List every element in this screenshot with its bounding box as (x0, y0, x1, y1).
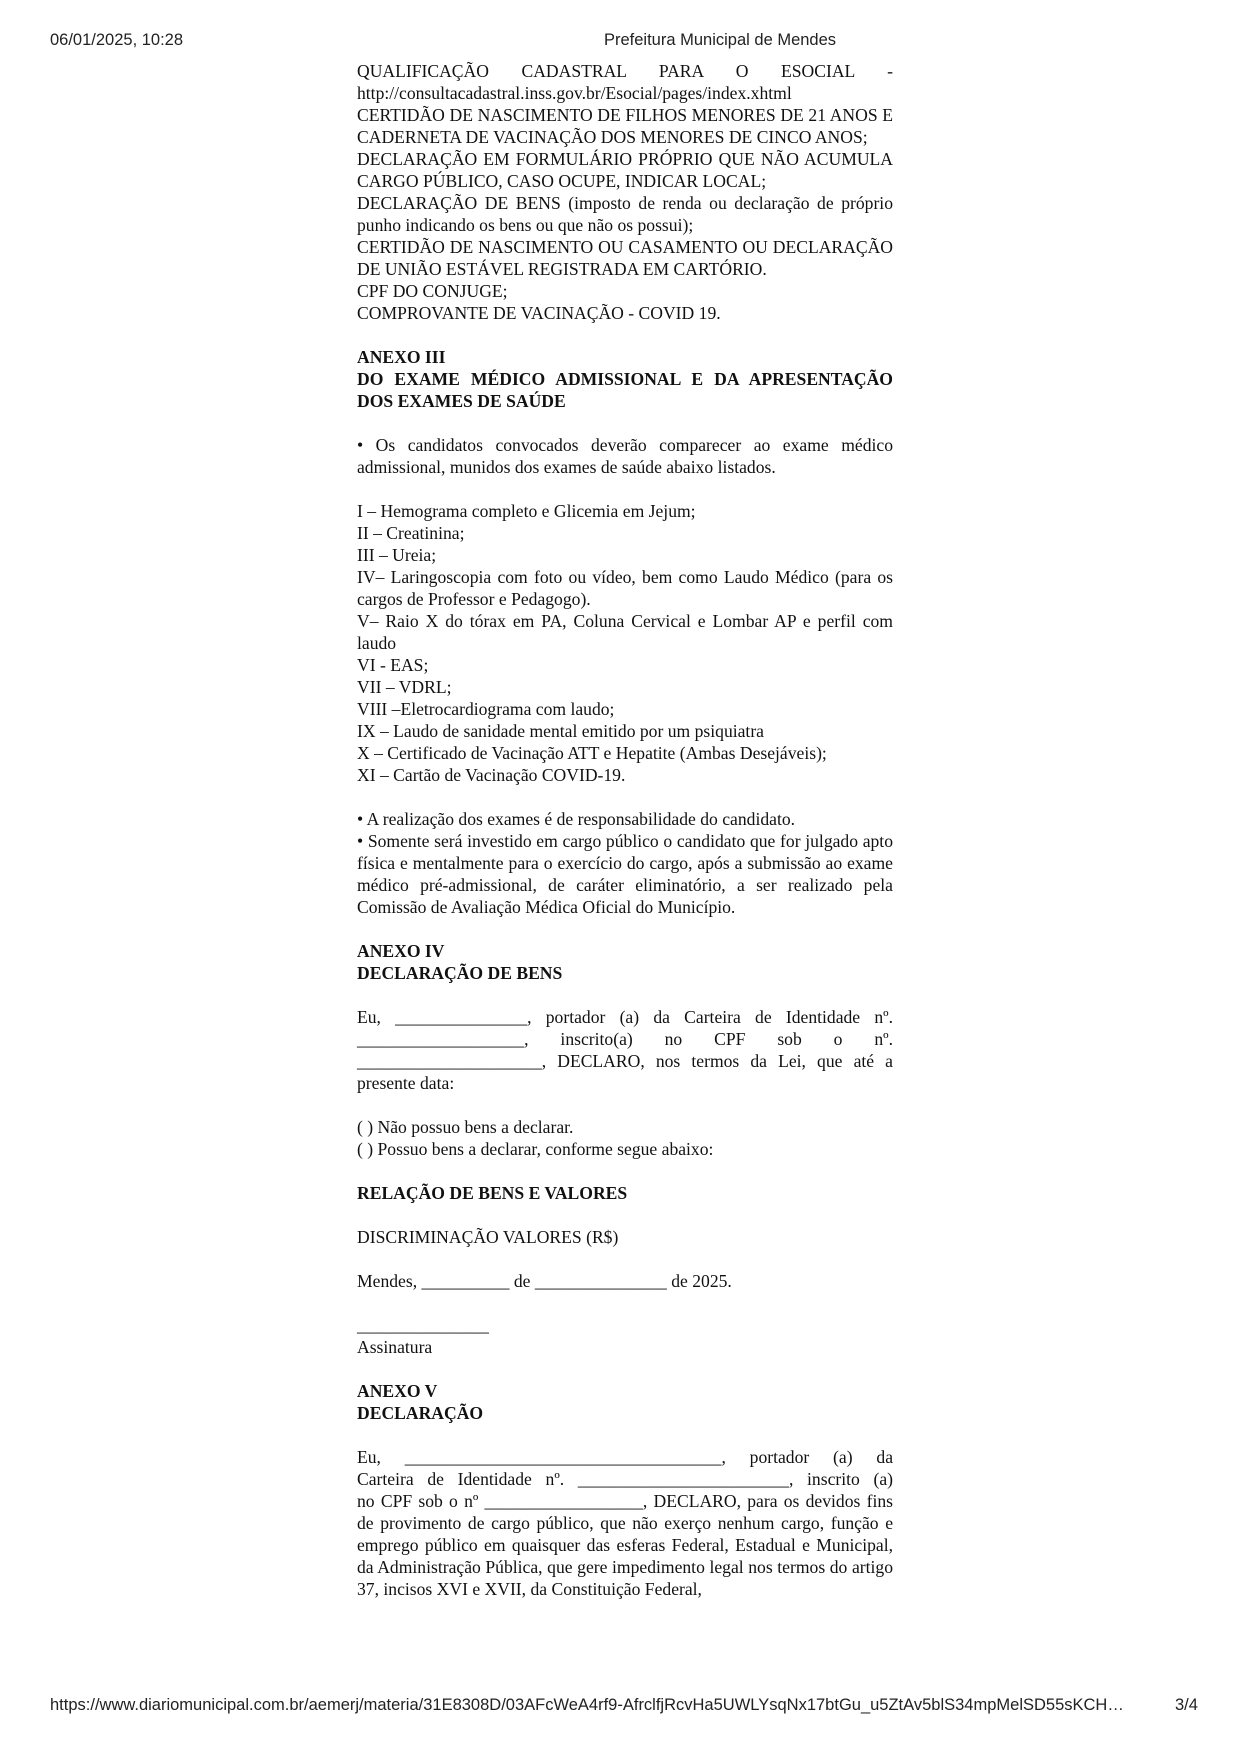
annex-4-declaration-line: Eu, _______________, portador (a) da Carteira de Identidade nº. (357, 1007, 893, 1027)
annex-5-heading: ANEXO V (357, 1381, 438, 1401)
doc-line-certidao-filhos: CERTIDÃO DE NASCIMENTO DE FILHOS MENORES DE 21 ANOS E CADERNETA DE VACINAÇÃO DOS MENORES DE CINCO ANOS; (357, 105, 893, 147)
annex-4-declaration-line: presente data: (357, 1073, 455, 1093)
exam-item: I – Hemograma completo e Glicemia em Jejum; (357, 501, 696, 521)
place-date-line: Mendes, __________ de _______________ de 2025. (357, 1271, 732, 1291)
annex-3-intro: • Os candidatos convocados deverão comparecer ao exame médico admissional, munidos dos exames de saúde abaixo listados. (357, 435, 893, 477)
annex-5-subheading: DECLARAÇÃO (357, 1403, 484, 1423)
annex-4-declaration-line: _____________________, DECLARO, nos termos da Lei, que até a (357, 1051, 893, 1071)
doc-line-vacinacao: COMPROVANTE DE VACINAÇÃO - COVID 19. (357, 303, 721, 323)
exam-item: VII – VDRL; (357, 677, 452, 697)
checkbox-option-has-assets: ( ) Possuo bens a declarar, conforme segue abaixo: (357, 1139, 714, 1159)
annex-3-subheading: DO EXAME MÉDICO ADMISSIONAL E DA APRESENTAÇÃO DOS EXAMES DE SAÚDE (357, 369, 893, 411)
print-datetime: 06/01/2025, 10:28 (50, 31, 184, 49)
page-title: Prefeitura Municipal de Mendes (604, 31, 837, 49)
exam-item: IX – Laudo de sanidade mental emitido por um psiquiatra (357, 721, 764, 741)
doc-line-certidao-casamento: CERTIDÃO DE NASCIMENTO OU CASAMENTO OU DECLARAÇÃO DE UNIÃO ESTÁVEL REGISTRADA EM CARTÓRIO. (357, 237, 893, 279)
exam-item: II – Creatinina; (357, 523, 465, 543)
exam-item: IV– Laringoscopia com foto ou vídeo, bem como Laudo Médico (para os cargos de Professor e Pedagogo). (357, 567, 893, 609)
doc-line-cpf-conjuge: CPF DO CONJUGE; (357, 281, 508, 301)
doc-line-qualificacao: QUALIFICAÇÃO CADASTRAL PARA O ESOCIAL - (357, 61, 893, 81)
annex-5-declaration-body: no CPF sob o nº __________________, DECLARO, para os devidos fins de provimento de cargo público, que não exerço nenhum cargo, função e emprego público em quaisquer das esferas Federal, Estadual e Municipal, da Administração Pública, que gere impedimento legal nos termos do artigo 37, incisos XVI e XVII, da Constituição Federal, (357, 1491, 893, 1599)
annex-3-note: • Somente será investido em cargo público o candidato que for julgado apto física e mentalmente para o exercício do cargo, após a submissão ao exame médico pré-admissional, de caráter eliminatório, a ser realizado pela Comissão de Avaliação Médica Oficial do Município. (357, 831, 893, 917)
signature-line: _______________ (357, 1315, 489, 1335)
annex-3-note: • A realização dos exames é de responsabilidade do candidato. (357, 809, 796, 829)
checkbox-option-no-assets: ( ) Não possuo bens a declarar. (357, 1117, 574, 1137)
footer-url[interactable]: https://www.diariomunicipal.com.br/aemerj/materia/31E8308D/03AFcWeA4rf9-AfrclfjRcvHa5UWLYsqNx17btGu_u5ZtAv5blS34mpMelSD55sKCH… (50, 1696, 1124, 1714)
doc-line-declaracao-bens: DECLARAÇÃO DE BENS (imposto de renda ou declaração de próprio punho indicando os bens ou que não os possui); (357, 193, 893, 235)
exam-item: XI – Cartão de Vacinação COVID-19. (357, 765, 626, 785)
document-body (357, 60, 893, 1600)
annex-4-heading: ANEXO IV (357, 941, 445, 961)
annex-5-declaration-line: Eu, ____________________________________, portador (a) da (357, 1447, 893, 1467)
doc-line-declaracao-acumulo: DECLARAÇÃO EM FORMULÁRIO PRÓPRIO QUE NÃO ACUMULA CARGO PÚBLICO, CASO OCUPE, INDICAR LOCAL; (357, 149, 893, 191)
page-number: 3/4 (1175, 1696, 1198, 1714)
annex-3-heading: ANEXO III (357, 347, 446, 367)
exam-item: V– Raio X do tórax em PA, Coluna Cervical e Lombar AP e perfil com laudo (357, 611, 893, 653)
doc-line-esocial-link[interactable]: http://consultacadastral.inss.gov.br/Esocial/pages/index.xhtml (357, 83, 792, 103)
assets-relation-title: RELAÇÃO DE BENS E VALORES (357, 1183, 628, 1203)
exam-item: VI - EAS; (357, 655, 429, 675)
annex-5-declaration-line: Carteira de Identidade nº. ________________________, inscrito (a) (357, 1469, 893, 1489)
annex-4-declaration-line: ___________________, inscrito(a) no CPF sob o nº. (357, 1029, 893, 1049)
assets-discrimination-header: DISCRIMINAÇÃO VALORES (R$) (357, 1227, 619, 1247)
annex-4-subheading: DECLARAÇÃO DE BENS (357, 963, 563, 983)
signature-label: Assinatura (357, 1337, 433, 1357)
exam-item: VIII –Eletrocardiograma com laudo; (357, 699, 615, 719)
exam-item: X – Certificado de Vacinação ATT e Hepatite (Ambas Desejáveis); (357, 743, 827, 763)
exam-item: III – Ureia; (357, 545, 437, 565)
